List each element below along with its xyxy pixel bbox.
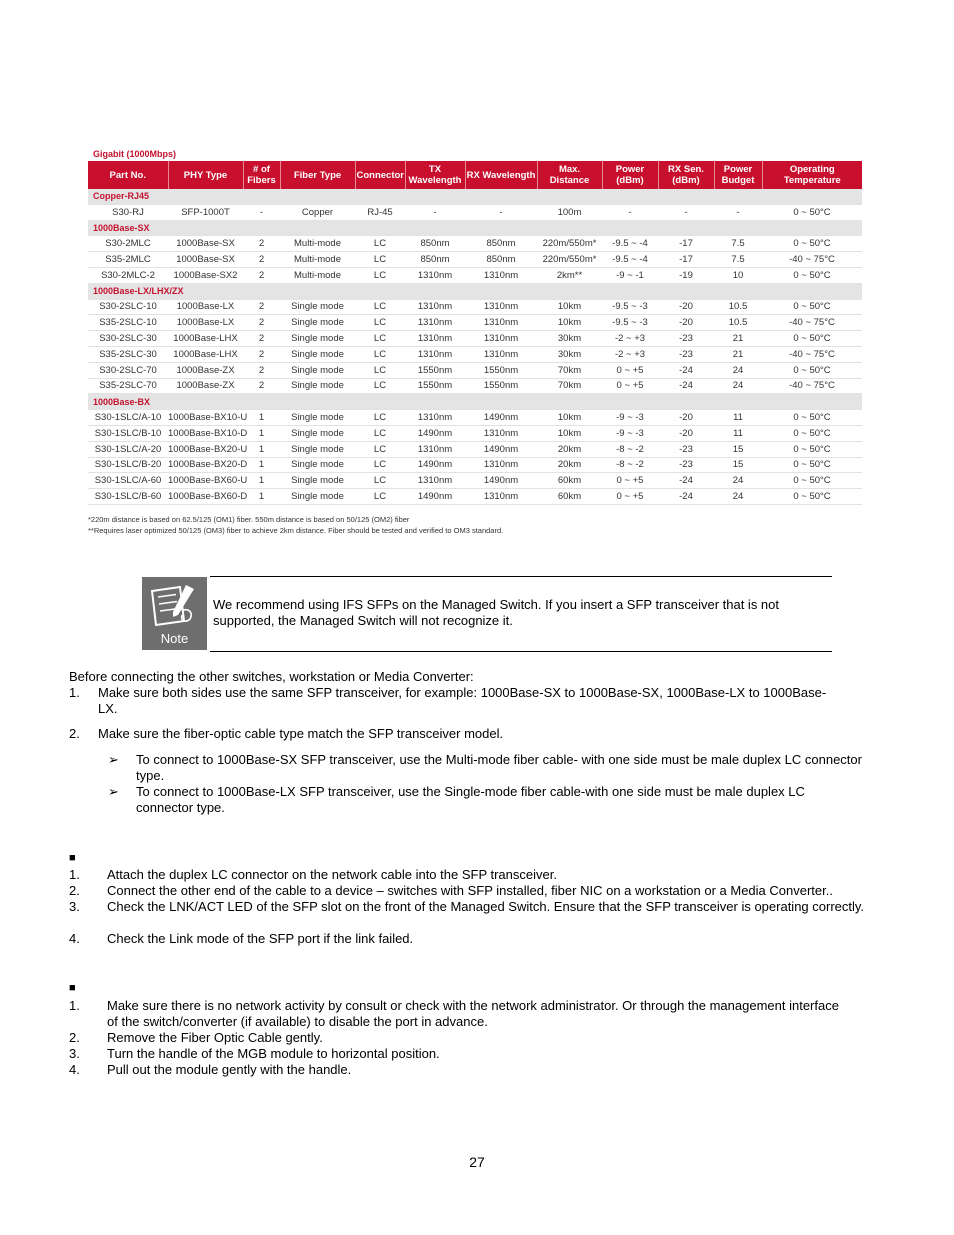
table-cell: 850nm xyxy=(405,252,465,268)
table-header-cell: # of Fibers xyxy=(243,161,280,189)
table-header-cell: Power Budget xyxy=(714,161,762,189)
table-cell: 1310nm xyxy=(465,489,537,505)
table-row xyxy=(88,204,862,220)
table-cell: 0 ~ 50°C xyxy=(762,236,862,252)
table-cell: 1490nm xyxy=(465,410,537,426)
table-cell: S30-1SLC/B-20 xyxy=(88,457,168,473)
list-item: Connect the other end of the cable to a device – switches with SFP installed, fiber NIC on a workstation or a Media Converter.. xyxy=(107,883,833,898)
table-group-row xyxy=(88,394,862,410)
table-cell: 15 xyxy=(714,457,762,473)
table-cell: 2 xyxy=(243,267,280,283)
list-number: 4. xyxy=(69,1062,80,1077)
table-cell: -8 ~ -2 xyxy=(602,457,658,473)
table-cell: LC xyxy=(355,410,405,426)
table-cell: LC xyxy=(355,489,405,505)
table-cell: 2 xyxy=(243,362,280,378)
table-cell: LC xyxy=(355,267,405,283)
table-cell: - xyxy=(405,204,465,220)
table-cell: 2 xyxy=(243,331,280,347)
table-cell: 1000Base-ZX xyxy=(168,362,243,378)
table-group-label: 1000Base-SX xyxy=(88,220,862,236)
list-item: Remove the Fiber Optic Cable gently. xyxy=(107,1030,323,1045)
table-header-cell: TX Wavelength xyxy=(405,161,465,189)
table-cell: -40 ~ 75°C xyxy=(762,252,862,268)
table-cell: LC xyxy=(355,331,405,347)
table-cell: 21 xyxy=(714,346,762,362)
table-cell: 850nm xyxy=(465,236,537,252)
table-row xyxy=(88,267,862,283)
list-number: 4. xyxy=(69,931,80,946)
table-header-cell: Max. Distance xyxy=(537,161,602,189)
table-cell: Single mode xyxy=(280,425,355,441)
table-header-cell: Power (dBm) xyxy=(602,161,658,189)
note-top-rule xyxy=(210,576,832,577)
table-row xyxy=(88,378,862,394)
table-cell: Single mode xyxy=(280,299,355,315)
table-cell: 1000Base-BX60-U xyxy=(168,473,243,489)
table-cell: 1 xyxy=(243,425,280,441)
table-cell: 1310nm xyxy=(405,410,465,426)
table-cell: 7.5 xyxy=(714,252,762,268)
table-cell: 24 xyxy=(714,362,762,378)
table-cell: 20km xyxy=(537,457,602,473)
list-item: Pull out the module gently with the handle. xyxy=(107,1062,352,1077)
table-cell: - xyxy=(465,204,537,220)
table-cell: 1000Base-BX60-D xyxy=(168,489,243,505)
table-row xyxy=(88,346,862,362)
table-cell: -17 xyxy=(658,236,714,252)
table-cell: 20km xyxy=(537,441,602,457)
table-cell: -8 ~ -2 xyxy=(602,441,658,457)
table-cell: 1550nm xyxy=(465,362,537,378)
table-row xyxy=(88,331,862,347)
table-cell: LC xyxy=(355,441,405,457)
table-cell: 1310nm xyxy=(465,425,537,441)
table-cell: 2 xyxy=(243,346,280,362)
table-row xyxy=(88,299,862,315)
table-row xyxy=(88,315,862,331)
table-cell: 1310nm xyxy=(465,457,537,473)
square-bullet-icon: ■ xyxy=(69,852,76,864)
table-cell: 11 xyxy=(714,410,762,426)
page-number: 27 xyxy=(469,1154,485,1170)
table-cell: S35-2SLC-10 xyxy=(88,315,168,331)
table-row xyxy=(88,252,862,268)
table-header-cell: RX Wavelength xyxy=(465,161,537,189)
table-cell: Single mode xyxy=(280,346,355,362)
list-number: 1. xyxy=(69,998,80,1013)
square-bullet-icon: ■ xyxy=(69,982,76,994)
table-cell: Single mode xyxy=(280,331,355,347)
table-cell: 850nm xyxy=(465,252,537,268)
bullet-item: To connect to 1000Base-LX SFP transceiver, use the Single-mode fiber cable-with one side must be male duplex LC connector type. xyxy=(136,784,805,815)
table-cell: 1550nm xyxy=(465,378,537,394)
table-group-label: 1000Base-BX xyxy=(88,394,862,410)
table-cell: 0 ~ +5 xyxy=(602,489,658,505)
list-number: 2. xyxy=(69,726,80,741)
list-item: Make sure the fiber-optic cable type match the SFP transceiver model. xyxy=(98,726,504,741)
table-cell: 10km xyxy=(537,410,602,426)
table-cell: S30-2MLC-2 xyxy=(88,267,168,283)
table-cell: 2km** xyxy=(537,267,602,283)
table-cell: 1310nm xyxy=(405,299,465,315)
sfp-spec-table xyxy=(88,161,862,505)
table-cell: 10km xyxy=(537,299,602,315)
table-cell: 24 xyxy=(714,489,762,505)
table-cell: - xyxy=(714,204,762,220)
table-cell: 0 ~ +5 xyxy=(602,378,658,394)
table-cell: S30-1SLC/A-20 xyxy=(88,441,168,457)
table-cell: 0 ~ 50°C xyxy=(762,425,862,441)
table-cell: SFP-1000T xyxy=(168,204,243,220)
list-number: 3. xyxy=(69,1046,80,1061)
table-cell: LC xyxy=(355,252,405,268)
table-cell: -20 xyxy=(658,410,714,426)
table-cell: 7.5 xyxy=(714,236,762,252)
table-cell: 1000Base-SX2 xyxy=(168,267,243,283)
table-cell: -24 xyxy=(658,378,714,394)
table-cell: 0 ~ 50°C xyxy=(762,299,862,315)
table-cell: 0 ~ 50°C xyxy=(762,410,862,426)
table-cell: 1310nm xyxy=(465,315,537,331)
table-cell: 1310nm xyxy=(405,441,465,457)
note-icon-label: Note xyxy=(160,631,189,646)
table-cell: -9.5 ~ -4 xyxy=(602,252,658,268)
table-cell: 1490nm xyxy=(405,425,465,441)
table-cell: S35-2MLC xyxy=(88,252,168,268)
table-cell: 1 xyxy=(243,473,280,489)
table-cell: 0 ~ +5 xyxy=(602,473,658,489)
table-cell: -40 ~ 75°C xyxy=(762,346,862,362)
table-row xyxy=(88,489,862,505)
table-cell: LC xyxy=(355,315,405,331)
table-cell: -23 xyxy=(658,457,714,473)
table-cell: 0 ~ 50°C xyxy=(762,489,862,505)
list-number: 1. xyxy=(69,867,80,882)
table-header-cell: Connector xyxy=(355,161,405,189)
table-cell: 1490nm xyxy=(405,489,465,505)
table-row xyxy=(88,457,862,473)
table-cell: -17 xyxy=(658,252,714,268)
table-cell: 1490nm xyxy=(465,473,537,489)
table-cell: Multi-mode xyxy=(280,252,355,268)
table-header-cell: Operating Temperature xyxy=(762,161,862,189)
table-cell: S30-1SLC/B-10 xyxy=(88,425,168,441)
bullet-item: To connect to 1000Base-SX SFP transceiver, use the Multi-mode fiber cable- with one side must be male duplex LC connector type. xyxy=(136,752,862,783)
table-group-row xyxy=(88,283,862,299)
table-cell: 10km xyxy=(537,425,602,441)
list-number: 3. xyxy=(69,899,80,914)
table-cell: Single mode xyxy=(280,315,355,331)
table-cell: 60km xyxy=(537,473,602,489)
table-cell: 2 xyxy=(243,252,280,268)
table-cell: S30-1SLC/A-60 xyxy=(88,473,168,489)
table-cell: RJ-45 xyxy=(355,204,405,220)
table-cell: 1310nm xyxy=(465,299,537,315)
table-cell: 1000Base-LX xyxy=(168,315,243,331)
table-cell: 1 xyxy=(243,457,280,473)
table-cell: 21 xyxy=(714,331,762,347)
arrow-bullet-icon: ➢ xyxy=(108,752,119,767)
arrow-bullet-icon: ➢ xyxy=(108,784,119,799)
table-cell: Single mode xyxy=(280,457,355,473)
table-cell: - xyxy=(602,204,658,220)
table-row xyxy=(88,473,862,489)
table-header-cell: PHY Type xyxy=(168,161,243,189)
table-cell: 1 xyxy=(243,489,280,505)
table-cell: 1 xyxy=(243,410,280,426)
table-cell: -23 xyxy=(658,331,714,347)
table-cell: 1490nm xyxy=(405,457,465,473)
table-cell: 2 xyxy=(243,299,280,315)
before-intro: Before connecting the other switches, workstation or Media Converter: xyxy=(69,669,474,684)
table-group-label: 1000Base-LX/LHX/ZX xyxy=(88,283,862,299)
table-cell: Copper xyxy=(280,204,355,220)
table-cell: -24 xyxy=(658,489,714,505)
table-cell: Multi-mode xyxy=(280,267,355,283)
table-cell: LC xyxy=(355,346,405,362)
table-cell: 10km xyxy=(537,315,602,331)
table-cell: -40 ~ 75°C xyxy=(762,378,862,394)
table-cell: S30-2SLC-30 xyxy=(88,331,168,347)
table-cell: -9 ~ -3 xyxy=(602,410,658,426)
table-row xyxy=(88,236,862,252)
list-number: 1. xyxy=(69,685,80,700)
table-cell: S30-2MLC xyxy=(88,236,168,252)
table-cell: S35-2SLC-70 xyxy=(88,378,168,394)
table-cell: 2 xyxy=(243,236,280,252)
table-footnotes xyxy=(88,515,503,536)
table-cell: 2 xyxy=(243,378,280,394)
table-cell: S30-2SLC-70 xyxy=(88,362,168,378)
table-cell: -23 xyxy=(658,441,714,457)
table-title: Gigabit (1000Mbps) xyxy=(93,149,177,159)
list-item: Turn the handle of the MGB module to horizontal position. xyxy=(107,1046,440,1061)
table-cell: 1000Base-LHX xyxy=(168,331,243,347)
table-cell: 0 ~ 50°C xyxy=(762,331,862,347)
table-row xyxy=(88,441,862,457)
table-cell: 0 ~ 50°C xyxy=(762,473,862,489)
table-cell: 1310nm xyxy=(405,346,465,362)
table-cell: -9.5 ~ -3 xyxy=(602,315,658,331)
table-header-row xyxy=(88,161,862,189)
table-cell: -24 xyxy=(658,362,714,378)
table-cell: S35-2SLC-30 xyxy=(88,346,168,362)
table-cell: 2 xyxy=(243,315,280,331)
table-cell: 60km xyxy=(537,489,602,505)
table-row xyxy=(88,362,862,378)
table-cell: 10 xyxy=(714,267,762,283)
note-icon xyxy=(142,577,207,650)
table-cell: 70km xyxy=(537,378,602,394)
table-cell: 0 ~ 50°C xyxy=(762,441,862,457)
table-cell: 1310nm xyxy=(405,331,465,347)
table-cell: 0 ~ 50°C xyxy=(762,362,862,378)
table-cell: 0 ~ 50°C xyxy=(762,267,862,283)
table-cell: -20 xyxy=(658,425,714,441)
table-cell: 11 xyxy=(714,425,762,441)
table-cell: Single mode xyxy=(280,362,355,378)
list-number: 2. xyxy=(69,883,80,898)
table-row xyxy=(88,425,862,441)
table-cell: 850nm xyxy=(405,236,465,252)
table-cell: 0 ~ +5 xyxy=(602,362,658,378)
table-header-cell: Part No. xyxy=(88,161,168,189)
table-cell: -2 ~ +3 xyxy=(602,346,658,362)
table-cell: -20 xyxy=(658,315,714,331)
table-cell: 220m/550m* xyxy=(537,252,602,268)
table-cell: -9 ~ -1 xyxy=(602,267,658,283)
table-cell: 24 xyxy=(714,473,762,489)
table-cell: 1000Base-LHX xyxy=(168,346,243,362)
table-group-row xyxy=(88,189,862,204)
table-cell: Single mode xyxy=(280,441,355,457)
table-cell: LC xyxy=(355,425,405,441)
footnote: *220m distance is based on 62.5/125 (OM1) fiber. 550m distance is based on 50/125 (OM2) fiber xyxy=(88,515,410,524)
table-cell: LC xyxy=(355,236,405,252)
table-cell: 1550nm xyxy=(405,378,465,394)
table-cell: 1 xyxy=(243,441,280,457)
table-cell: 15 xyxy=(714,441,762,457)
table-cell: 10.5 xyxy=(714,299,762,315)
list-number: 2. xyxy=(69,1030,80,1045)
table-cell: 1310nm xyxy=(465,267,537,283)
table-cell: 1310nm xyxy=(465,331,537,347)
note-text: We recommend using IFS SFPs on the Managed Switch. If you insert a SFP transceiver that is not supported, the Managed Switch will not recognize it. xyxy=(213,597,780,628)
table-cell: -20 xyxy=(658,299,714,315)
table-cell: 24 xyxy=(714,378,762,394)
table-cell: -2 ~ +3 xyxy=(602,331,658,347)
list-item: Make sure both sides use the same SFP transceiver, for example: 1000Base-SX to 1000Base-SX, 1000Base-LX to 1000Base-LX. xyxy=(98,685,827,716)
table-cell: Single mode xyxy=(280,489,355,505)
table-cell: 220m/550m* xyxy=(537,236,602,252)
table-cell: 1310nm xyxy=(405,267,465,283)
table-cell: -19 xyxy=(658,267,714,283)
table-cell: 1000Base-SX xyxy=(168,252,243,268)
table-cell: 0 ~ 50°C xyxy=(762,457,862,473)
table-cell: 1310nm xyxy=(465,346,537,362)
table-cell: -9.5 ~ -3 xyxy=(602,299,658,315)
table-cell: 10.5 xyxy=(714,315,762,331)
table-cell: - xyxy=(243,204,280,220)
table-cell: LC xyxy=(355,362,405,378)
list-item: Attach the duplex LC connector on the network cable into the SFP transceiver. xyxy=(107,867,557,882)
table-cell: 1000Base-SX xyxy=(168,236,243,252)
table-cell: 1000Base-BX10-U xyxy=(168,410,243,426)
table-cell: 1000Base-BX10-D xyxy=(168,425,243,441)
note-bottom-rule xyxy=(210,651,832,652)
table-cell: 70km xyxy=(537,362,602,378)
list-item: Check the LNK/ACT LED of the SFP slot on the front of the Managed Switch. Ensure that the SFP transceiver is operating correctly. xyxy=(107,899,865,914)
table-header-cell: RX Sen. (dBm) xyxy=(658,161,714,189)
list-item: Check the Link mode of the SFP port if the link failed. xyxy=(107,931,414,946)
table-cell: -23 xyxy=(658,346,714,362)
table-cell: 1490nm xyxy=(465,441,537,457)
table-cell: 1550nm xyxy=(405,362,465,378)
table-row xyxy=(88,410,862,426)
table-group-row xyxy=(88,220,862,236)
table-cell: Multi-mode xyxy=(280,236,355,252)
table-cell: Single mode xyxy=(280,410,355,426)
table-cell: -24 xyxy=(658,473,714,489)
table-cell: Single mode xyxy=(280,378,355,394)
table-cell: S30-1SLC/A-10 xyxy=(88,410,168,426)
footnote: **Requires laser optimized 50/125 (OM3) fiber to achieve 2km distance. Fiber should be tested and verified to OM3 standard. xyxy=(88,525,504,535)
table-cell: 1000Base-BX20-U xyxy=(168,441,243,457)
table-cell: LC xyxy=(355,378,405,394)
table-cell: 1000Base-ZX xyxy=(168,378,243,394)
table-cell: 30km xyxy=(537,346,602,362)
table-group-label: Copper-RJ45 xyxy=(88,189,862,204)
table-cell: - xyxy=(658,204,714,220)
table-cell: -9 ~ -3 xyxy=(602,425,658,441)
table-cell: LC xyxy=(355,457,405,473)
table-cell: S30-1SLC/B-60 xyxy=(88,489,168,505)
table-cell: -9.5 ~ -4 xyxy=(602,236,658,252)
table-cell: 100m xyxy=(537,204,602,220)
table-header-cell: Fiber Type xyxy=(280,161,355,189)
table-cell: LC xyxy=(355,299,405,315)
table-cell: Single mode xyxy=(280,473,355,489)
table-cell: -40 ~ 75°C xyxy=(762,315,862,331)
table-cell: 1310nm xyxy=(405,473,465,489)
table-cell: LC xyxy=(355,473,405,489)
table-cell: 1000Base-BX20-D xyxy=(168,457,243,473)
table-cell: S30-RJ xyxy=(88,204,168,220)
table-cell: 30km xyxy=(537,331,602,347)
list-item: Make sure there is no network activity by consult or check with the network administrator. Or through the management interface of the switch/converter (if available) to disable the port in advance. xyxy=(107,998,839,1029)
table-cell: 0 ~ 50°C xyxy=(762,204,862,220)
table-cell: 1000Base-LX xyxy=(168,299,243,315)
table-cell: 1310nm xyxy=(405,315,465,331)
table-cell: S30-2SLC-10 xyxy=(88,299,168,315)
